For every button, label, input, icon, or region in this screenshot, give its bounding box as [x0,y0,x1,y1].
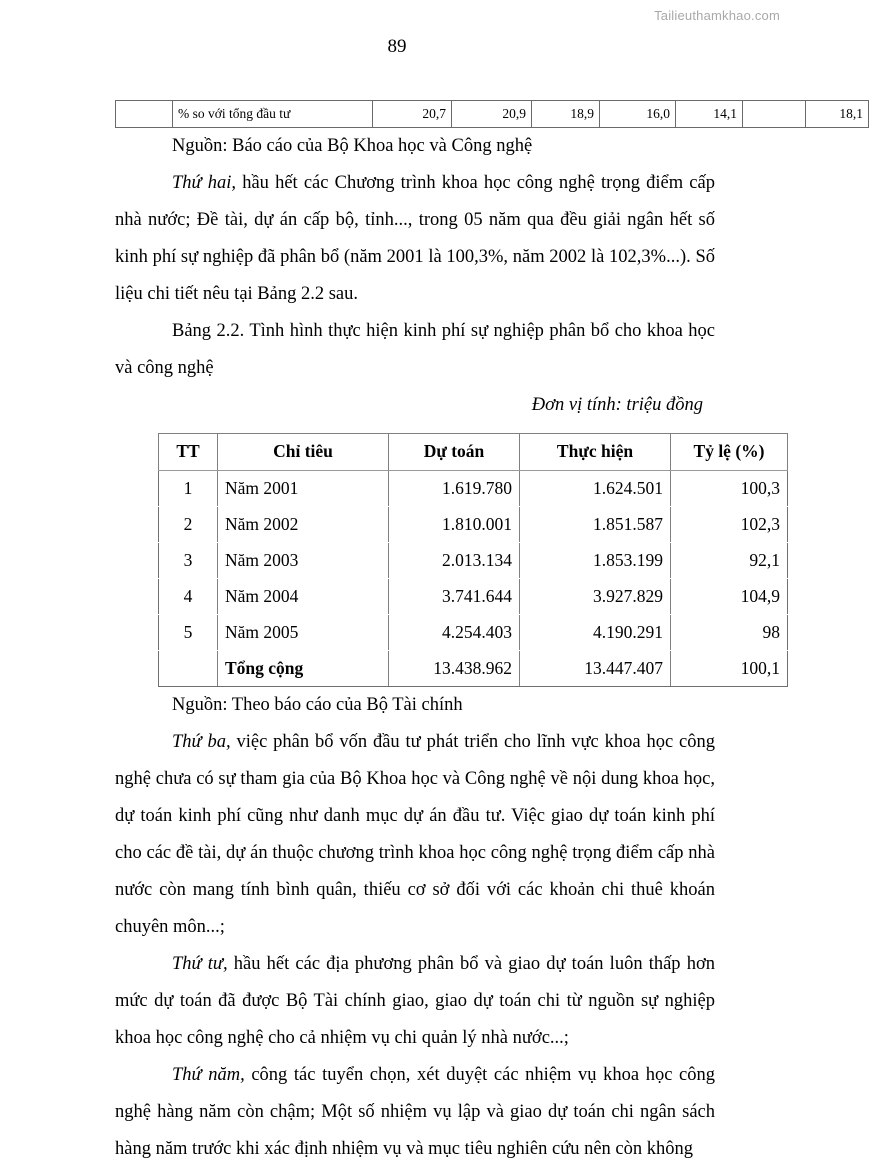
cell-du-toan: 1.810.001 [389,507,520,543]
paragraph-body: hầu hết các Chương trình khoa học công nghệ trọng điểm cấp nhà nước; Đề tài, dự án cấp bộ, tỉnh..., trong 05 năm qua đều giải ngân hết số kinh phí sự nghiệp đã phân bổ (năm 2001 là 100,3%, năm 2002 là 102,3%...). Số liệu chi tiết nêu tại Bảng 2.2 sau. [115,173,715,304]
table-caption [115,313,715,387]
table-row [159,543,788,579]
cell-tt: 4 [159,579,218,615]
main-table-container [158,433,780,687]
cell-thuc-hien: 1.853.199 [520,543,671,579]
paragraph-thu-tu [115,946,715,1057]
paragraph-body: hầu hết các địa phương phân bổ và giao dự toán luôn thấp hơn mức dự toán đã được Bộ Tài chính giao, giao dự toán chi từ nguồn sự nghiệp khoa học công nghệ cho cả nhiệm vụ chi quản lý nhà nước...; [115,954,715,1048]
column-header-ty-le: Tỷ lệ (%) [671,434,788,471]
cell-tt: 1 [159,471,218,507]
cell-ty-le: 100,3 [671,471,788,507]
column-header-thuc-hien: Thực hiện [520,434,671,471]
source-note-2-text: Nguồn: Theo báo cáo của Bộ Tài chính [172,695,463,715]
cell-total-label: Tổng cộng [218,651,389,687]
table-row [159,507,788,543]
cell-chi-tieu: Năm 2001 [218,471,389,507]
cell-tt: 5 [159,615,218,651]
cell-chi-tieu: Năm 2003 [218,543,389,579]
source-note-1 [115,128,715,165]
cell-chi-tieu: Năm 2004 [218,579,389,615]
paragraph-lead-in: Thứ ba, [172,732,231,752]
cell-du-toan: 3.741.644 [389,579,520,615]
cell-thuc-hien: 1.851.587 [520,507,671,543]
cell-ty-le: 104,9 [671,579,788,615]
watermark-text: Tailieuthamkhao.com [654,8,780,23]
continued-table [115,100,869,128]
budget-table-header [159,434,788,471]
paragraph-thu-ba [115,724,715,946]
paragraph-lead-in: Thứ hai, [172,173,237,193]
table-row [159,579,788,615]
page-content [115,100,863,1168]
top-table-value-2: 20,9 [452,101,532,128]
cell-ty-le: 92,1 [671,543,788,579]
table-header-row [159,434,788,471]
cell-tt: 2 [159,507,218,543]
page-number: 89 [387,36,407,57]
paragraph-body: công tác tuyển chọn, xét duyệt các nhiệm vụ khoa học công nghệ hàng năm còn chậm; Một số nhiệm vụ lập và giao dự toán chi ngân sách hàng năm trước khi xác định nhiệm vụ và mục tiêu nghiên cứu nên còn không [115,1065,715,1159]
column-header-du-toan: Dự toán [389,434,520,471]
top-table-value-6 [743,101,806,128]
cell-total-ty-le: 100,1 [671,651,788,687]
column-header-tt: TT [159,434,218,471]
table-row [159,615,788,651]
table-total-row [159,651,788,687]
source-note-2 [115,687,715,724]
table-row [116,101,869,128]
top-table-value-7: 18,1 [806,101,869,128]
table-row [159,471,788,507]
cell-thuc-hien: 3.927.829 [520,579,671,615]
paragraph-body: việc phân bổ vốn đầu tư phát triển cho lĩnh vực khoa học công nghệ chưa có sự tham gia của Bộ Khoa học và Công nghệ về nội dung khoa học, dự toán kinh phí cũng như danh mục dự án đầu tư. Việc giao dự toán kinh phí cho các đề tài, dự án thuộc chương trình khoa học công nghệ trọng điểm cấp nhà nước còn mang tính bình quân, thiếu cơ sở đối với các khoản chi thuê khoán chuyên môn...; [115,732,715,937]
top-table-value-3: 18,9 [532,101,600,128]
top-table-value-5: 14,1 [676,101,743,128]
source-note-1-text: Nguồn: Báo cáo của Bộ Khoa học và Công nghệ [172,136,533,156]
cell-ty-le: 102,3 [671,507,788,543]
cell-tt [159,651,218,687]
cell-total-thuc-hien: 13.447.407 [520,651,671,687]
top-table-cell-empty-left [116,101,173,128]
cell-thuc-hien: 1.624.501 [520,471,671,507]
cell-du-toan: 1.619.780 [389,471,520,507]
paragraph-lead-in: Thứ năm, [172,1065,245,1085]
top-table-value-4: 16,0 [600,101,676,128]
cell-thuc-hien: 4.190.291 [520,615,671,651]
cell-total-du-toan: 13.438.962 [389,651,520,687]
budget-table-body [159,471,788,687]
top-table-row-label: % so với tổng đầu tư [173,101,373,128]
cell-du-toan: 2.013.134 [389,543,520,579]
paragraph-thu-hai [115,165,715,313]
top-table-value-1: 20,7 [373,101,452,128]
cell-tt: 3 [159,543,218,579]
budget-table [158,433,788,687]
column-header-chi-tieu: Chỉ tiêu [218,434,389,471]
table-caption-text: Bảng 2.2. Tình hình thực hiện kinh phí sự nghiệp phân bổ cho khoa học và công nghệ [115,321,715,378]
cell-ty-le: 98 [671,615,788,651]
cell-du-toan: 4.254.403 [389,615,520,651]
cell-chi-tieu: Năm 2002 [218,507,389,543]
paragraph-lead-in: Thứ tư, [172,954,228,974]
cell-chi-tieu: Năm 2005 [218,615,389,651]
paragraph-thu-nam [115,1057,715,1168]
unit-note: Đơn vị tính: triệu đồng [531,395,703,415]
